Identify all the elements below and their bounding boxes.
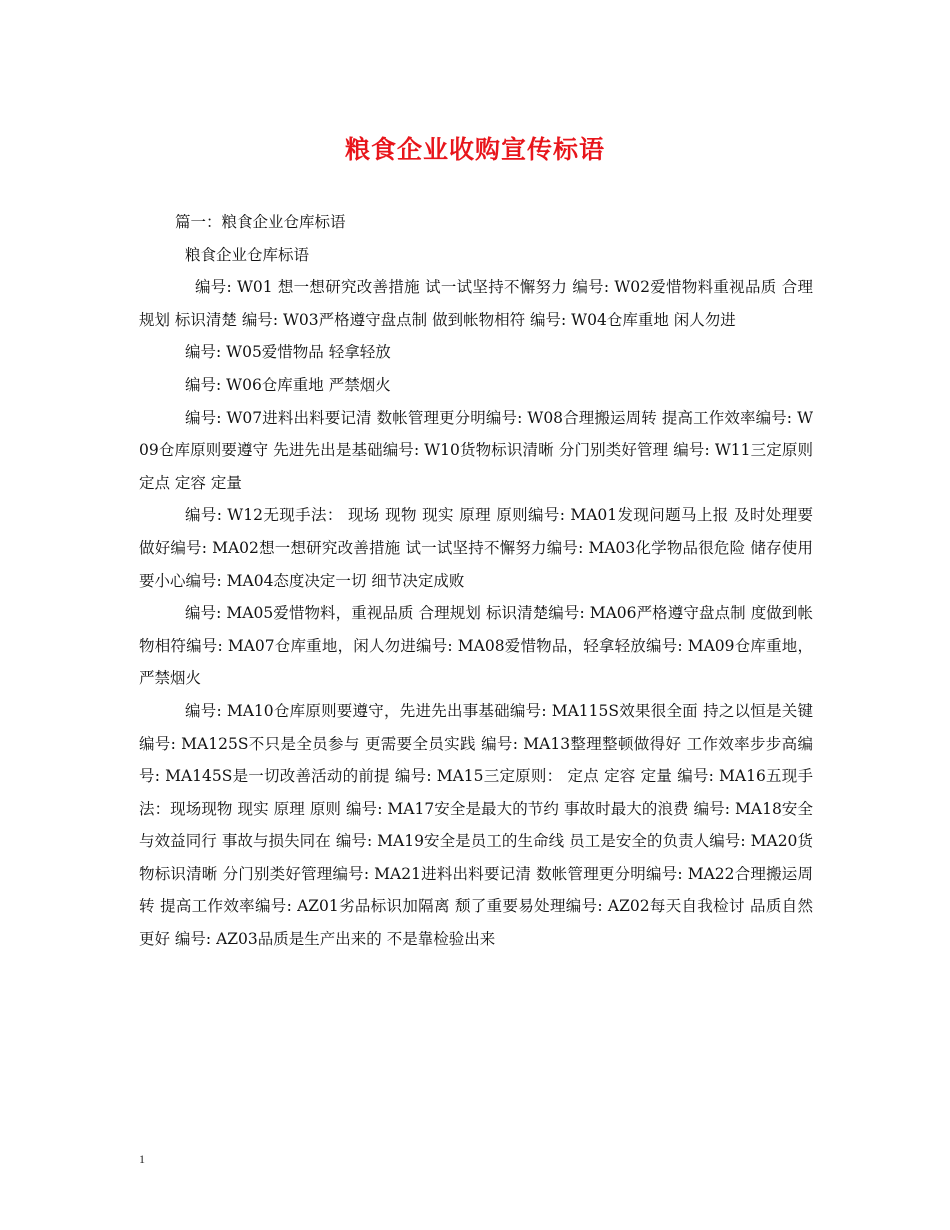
section-subheading: 粮食企业仓库标语 <box>185 245 310 264</box>
paragraph: 编号: W01 想一想研究改善措施 试一试坚持不懈努力 编号: W02爱惜物料重视品质 合理规划 标识清楚 编号: W03严格遵守盘点制 做到帐物相符 编号: W04仓库重地 闲人勿进 <box>139 278 813 329</box>
document-title: 粮食企业收购宣传标语 <box>344 135 605 164</box>
paragraph: 编号: MA10仓库原则要遵守，先进先出事基础编号: MA115S效果很全面 持之以恒是关键 编号: MA125S不只是全员参与 更需要全员实践 编号: MA13整理整顿做得好 工作效率步步高编号: MA145S是一切改善活动的前提 编号: MA15三定原则： 定点 定容 定量 编号: MA16五现手法：现场现物 现实 原理 原则 编号: MA17安全是最大的节约 事故时最大的浪费 编号: MA18安全与效益同行 事故与损失同在 编号: MA19安全是员工的生命线 员工是安全的负责人编号: MA20货物标识清晰 分门别类好管理编号: MA21进料出料要记清 数帐管理更分明编号: MA22合理搬运周转 提高工作效率编号: AZ01劣品标识加隔离 颓了重要易处理编号: AZ02每天自我检讨 品质自然更好 编号: AZ03品质是生产出来的 不是靠检验出来 <box>139 701 813 949</box>
section-heading: 篇一：粮食企业仓库标语 <box>175 213 346 231</box>
paragraph: 编号: MA05爱惜物料，重视品质 合理规划 标识清楚编号: MA06严格遵守盘点制 度做到帐物相符编号: MA07仓库重地，闲人勿进编号: MA08爱惜物品，轻拿轻放编号: MA09仓库重地，严禁烟火 <box>139 604 813 688</box>
paragraph: 编号: W06仓库重地 严禁烟火 <box>185 375 391 394</box>
paragraph: 编号: W05爱惜物品 轻拿轻放 <box>185 343 391 362</box>
paragraph: 编号: W12无现手法： 现场 现物 现实 原理 原则编号: MA01发现问题马上报 及时处理要做好编号: MA02想一想研究改善措施 试一试坚持不懈努力编号: MA03化学物品很危险 储存使用要小心编号: MA04态度决定一切 细节决定成败 <box>139 506 813 590</box>
page-number: 1 <box>139 1152 145 1166</box>
paragraph: 编号: W07进料出料要记清 数帐管理更分明编号: W08合理搬运周转 提高工作效率编号: W09仓库原则要遵守 先进先出是基础编号: W10货物标识清晰 分门别类好管理 编号: W11三定原则 定点 定容 定量 <box>139 408 813 492</box>
document-body <box>139 206 813 956</box>
